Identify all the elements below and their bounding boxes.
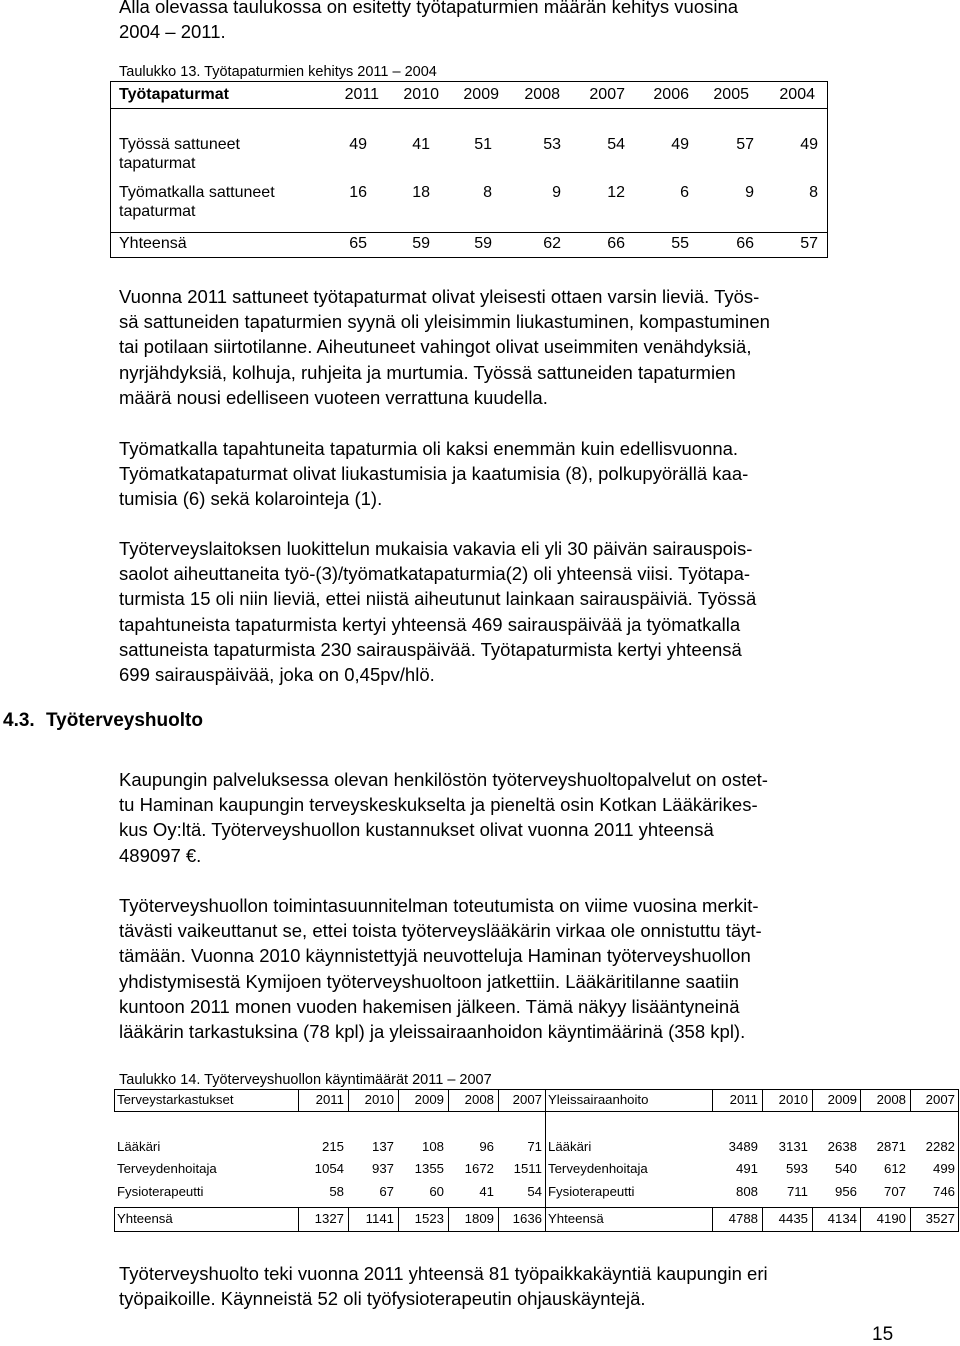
table-rule (114, 1207, 959, 1208)
table-cell: 1636 (512, 1211, 542, 1226)
table-cell: 540 (834, 1161, 857, 1176)
table-cell: 66 (736, 235, 754, 252)
table-cell: 2638 (827, 1139, 857, 1154)
table-cell: 8 (809, 184, 818, 201)
table-cell: 9 (552, 184, 561, 201)
total-label: Yhteensä (548, 1211, 604, 1226)
text-line: Työterveyshuolto teki vuonna 2011 yhteensä 81 työpaikkakäyntiä kaupungin eri (119, 1263, 768, 1284)
table-rule (545, 1089, 546, 1232)
table-cell: 2871 (876, 1139, 906, 1154)
table-cell: 16 (349, 184, 367, 201)
paragraph (119, 436, 748, 512)
text-line: tumisia (6) sekä kolarointeja (1). (119, 488, 383, 510)
table-cell: 57 (800, 235, 818, 252)
table-cell: 49 (800, 136, 818, 153)
text-line: turmista 15 oli niin lieviä, ettei niistä aiheutunut lainkaan sairauspäiviä. Työssä (119, 588, 757, 610)
row-label: tapaturmat (119, 203, 196, 220)
table-cell: 53 (543, 136, 561, 153)
text-line: nyrjähdyksiä, kolhuja, ruhjeita ja murtumia. Työssä sattuneiden tapaturmien (119, 361, 736, 383)
text-line: tämään. Vuonna 2010 käynnistettyjä neuvotteluja Haminan työterveyshuollon (119, 945, 751, 967)
table-cell: 1054 (314, 1161, 344, 1176)
row-label: Työmatkalla sattuneet (119, 184, 275, 201)
table-cell: 746 (932, 1184, 955, 1199)
table-cell: 1327 (314, 1211, 344, 1226)
year-header: 2009 (463, 86, 499, 103)
table-cell: 612 (883, 1161, 906, 1176)
table-cell: 491 (735, 1161, 758, 1176)
table-rule (114, 1207, 115, 1232)
table-cell: 59 (474, 235, 492, 252)
table-cell: 57 (736, 136, 754, 153)
row-label: Fysioterapeutti (117, 1184, 204, 1199)
table-cell: 49 (671, 136, 689, 153)
table-rule (712, 1207, 713, 1232)
text-line: Työterveyshuollon toimintasuunnitelman toteutumista on viime vuosina merkit- (119, 895, 759, 916)
text-line: lääkärin tarkastuksina (78 kpl) ja yleissairaanhoidon käyntimäärinä (358 kpl). (119, 1021, 746, 1043)
paragraph (119, 536, 756, 687)
year-header: 2004 (779, 86, 815, 103)
table-cell: 8 (483, 184, 492, 201)
table-rule (298, 1207, 299, 1232)
section-heading (3, 709, 203, 733)
paragraph (119, 893, 762, 1044)
text-line: 699 sairauspäivää, joka on 0,45pv/hlö. (119, 664, 435, 686)
table-rule (910, 1089, 911, 1112)
year-header: 2006 (653, 86, 689, 103)
year-header: 2009 (414, 1092, 444, 1107)
table-14 (114, 1089, 959, 1232)
table-cell: 65 (349, 235, 367, 252)
table-rule (958, 1089, 959, 1232)
table-cell: 4190 (876, 1211, 906, 1226)
page-number: 15 (872, 1324, 894, 1345)
table-13 (110, 81, 828, 258)
column-header: Yleissairaanhoito (548, 1092, 649, 1107)
table-cell: 1511 (513, 1161, 542, 1176)
year-header: 2010 (778, 1092, 808, 1107)
table-cell: 60 (429, 1184, 444, 1199)
table-cell: 2282 (925, 1139, 955, 1154)
table-cell: 593 (785, 1161, 808, 1176)
table-cell: 3489 (728, 1139, 758, 1154)
text-line: 2004 – 2011. (119, 21, 226, 43)
table-rule (910, 1207, 911, 1232)
table-cell: 9 (745, 184, 754, 201)
paragraph (119, 1261, 768, 1311)
table-rule (448, 1207, 449, 1232)
text-line: yhdistymisestä Kymijoen työterveyshuoltoon jatkettiin. Lääkäritilanne saatiin (119, 970, 740, 992)
text-line: Kaupungin palveluksessa olevan henkilöstön työterveyshuoltopalvelut on ostet- (119, 769, 768, 790)
text-line: tu Haminan kaupungin terveyskeskukselta ja pieneltä osin Kotkan Lääkärikes- (119, 794, 758, 816)
table-cell: 137 (371, 1139, 394, 1154)
table-rule (762, 1089, 763, 1112)
table-cell: 108 (421, 1139, 444, 1154)
table-cell: 1523 (414, 1211, 444, 1226)
text-line: kuntoon 2011 monen vuoden hakemisen jälkeen. Tämä näkyy lisääntyneinä (119, 995, 740, 1017)
table-cell: 215 (321, 1139, 344, 1154)
text-line: Työmatkalla tapahtuneita tapaturmia oli kaksi enemmän kuin edellisvuonna. (119, 438, 739, 459)
table-rule (398, 1089, 399, 1112)
table-rule (860, 1089, 861, 1112)
table-rule (860, 1207, 861, 1232)
year-header: 2008 (524, 86, 560, 103)
row-label: Lääkäri (548, 1139, 592, 1154)
table-cell: 67 (379, 1184, 394, 1199)
year-header: 2011 (315, 1092, 344, 1107)
table-14-caption: Taulukko 14. Työterveyshuollon käyntimäärät 2011 – 2007 (119, 1072, 492, 1088)
table-header-label: Työtapaturmat (119, 86, 229, 103)
row-label: Fysioterapeutti (548, 1184, 635, 1199)
year-header: 2007 (512, 1092, 542, 1107)
table-cell: 3131 (778, 1139, 808, 1154)
table-cell: 6 (680, 184, 689, 201)
table-cell: 4435 (778, 1211, 808, 1226)
table-cell: 96 (479, 1139, 494, 1154)
table-rule (114, 1231, 959, 1232)
table-cell: 1141 (365, 1211, 394, 1226)
table-cell: 3527 (925, 1211, 955, 1226)
table-rule (498, 1207, 499, 1232)
table-cell: 51 (474, 136, 492, 153)
table-rule (762, 1207, 763, 1232)
paragraph (119, 284, 770, 410)
table-cell: 62 (543, 235, 561, 252)
year-header: 2007 (925, 1092, 955, 1107)
total-label: Yhteensä (117, 1211, 173, 1226)
text-line: tävästi vaikeuttanut se, ettei toista työterveyslääkärin virkaa ole onnistuttu täyt- (119, 920, 762, 942)
intro-paragraph (119, 0, 738, 44)
text-line: tapahtuneista tapaturmista kertyi yhteensä 469 sairauspäivää ja työmatkalla (119, 613, 741, 635)
column-header: Terveystarkastukset (117, 1092, 234, 1107)
table-cell: 1355 (414, 1161, 444, 1176)
table-cell: 707 (883, 1184, 906, 1199)
year-header: 2008 (876, 1092, 906, 1107)
table-cell: 956 (834, 1184, 857, 1199)
table-cell: 4788 (728, 1211, 758, 1226)
text-line: sä sattuneiden tapaturmien syynä oli yleisimmin liukastuminen, kompastuminen (119, 311, 770, 333)
table-cell: 55 (671, 235, 689, 252)
table-rule (498, 1089, 499, 1112)
table-rule (348, 1089, 349, 1112)
year-header: 2011 (344, 86, 379, 103)
section-title: Työterveyshuolto (45, 710, 203, 731)
table-cell: 59 (412, 235, 430, 252)
table-rule (114, 1111, 959, 1112)
table-rule (348, 1207, 349, 1232)
paragraph (119, 767, 768, 868)
table-cell: 937 (371, 1161, 394, 1176)
table-rule (712, 1089, 713, 1112)
text-line: Työterveyslaitoksen luokittelun mukaisia vakavia eli yli 30 päivän sairauspois- (119, 538, 753, 559)
total-label: Yhteensä (119, 235, 187, 252)
table-cell: 1809 (464, 1211, 494, 1226)
row-label: tapaturmat (119, 155, 196, 172)
year-header: 2008 (464, 1092, 494, 1107)
table-rule (298, 1089, 299, 1112)
table-cell: 71 (527, 1139, 542, 1154)
table-cell: 58 (329, 1184, 344, 1199)
table-rule (812, 1207, 813, 1232)
text-line: Työmatkatapaturmat olivat liukastumisia ja kaatumisia (8), polkupyörällä kaa- (119, 463, 749, 485)
text-line: sattuneista tapaturmista 230 sairauspäivää. Työtapaturmista kertyi yhteensä (119, 638, 742, 660)
table-cell: 499 (932, 1161, 955, 1176)
table-cell: 54 (527, 1184, 542, 1199)
table-cell: 49 (349, 136, 367, 153)
table-cell: 12 (607, 184, 625, 201)
year-header: 2010 (364, 1092, 394, 1107)
year-header: 2011 (729, 1092, 758, 1107)
text-line: määrä nousi edelliseen vuoteen verrattuna kuudella. (119, 386, 548, 408)
text-line: tai potilaan siirtotilanne. Aiheutuneet vahingot olivat useimmiten venähdyksiä, (119, 336, 752, 358)
table-cell: 41 (479, 1184, 494, 1199)
table-13-caption: Taulukko 13. Työtapaturmien kehitys 2011 – 2004 (119, 64, 437, 80)
row-label: Terveydenhoitaja (117, 1161, 217, 1176)
table-cell: 711 (786, 1184, 808, 1199)
row-label: Työssä sattuneet (119, 136, 240, 153)
text-line: Alla olevassa taulukossa on esitetty työtapaturmien määrän kehitys vuosina (119, 0, 739, 17)
table-rule (812, 1089, 813, 1112)
year-header: 2010 (403, 86, 439, 103)
table-cell: 808 (735, 1184, 758, 1199)
row-label: Lääkäri (117, 1139, 161, 1154)
table-rule (114, 1089, 959, 1090)
text-line: 489097 €. (119, 844, 202, 866)
text-line: saolot aiheuttaneita työ-(3)/työmatkatapaturmia(2) oli yhteensä viisi. Työtapa- (119, 563, 751, 585)
table-cell: 4134 (827, 1211, 857, 1226)
table-divider (111, 232, 827, 233)
year-header: 2007 (589, 86, 625, 103)
row-label: Terveydenhoitaja (548, 1161, 648, 1176)
table-cell: 66 (607, 235, 625, 252)
table-cell: 41 (412, 136, 430, 153)
year-header: 2009 (827, 1092, 857, 1107)
table-cell: 54 (607, 136, 625, 153)
table-rule (114, 1089, 115, 1112)
text-line: työpaikoille. Käynneistä 52 oli työfysioterapeutin ohjauskäyntejä. (119, 1288, 646, 1310)
table-cell: 1672 (464, 1161, 494, 1176)
table-cell: 18 (412, 184, 430, 201)
text-line: Vuonna 2011 sattuneet työtapaturmat olivat yleisesti ottaen varsin lieviä. Työs- (119, 286, 760, 307)
section-number: 4.3. (3, 710, 35, 731)
table-rule (448, 1089, 449, 1112)
table-rule (398, 1207, 399, 1232)
text-line: kus Oy:ltä. Työterveyshuollon kustannukset olivat vuonna 2011 yhteensä (119, 819, 714, 841)
year-header: 2005 (713, 86, 749, 103)
